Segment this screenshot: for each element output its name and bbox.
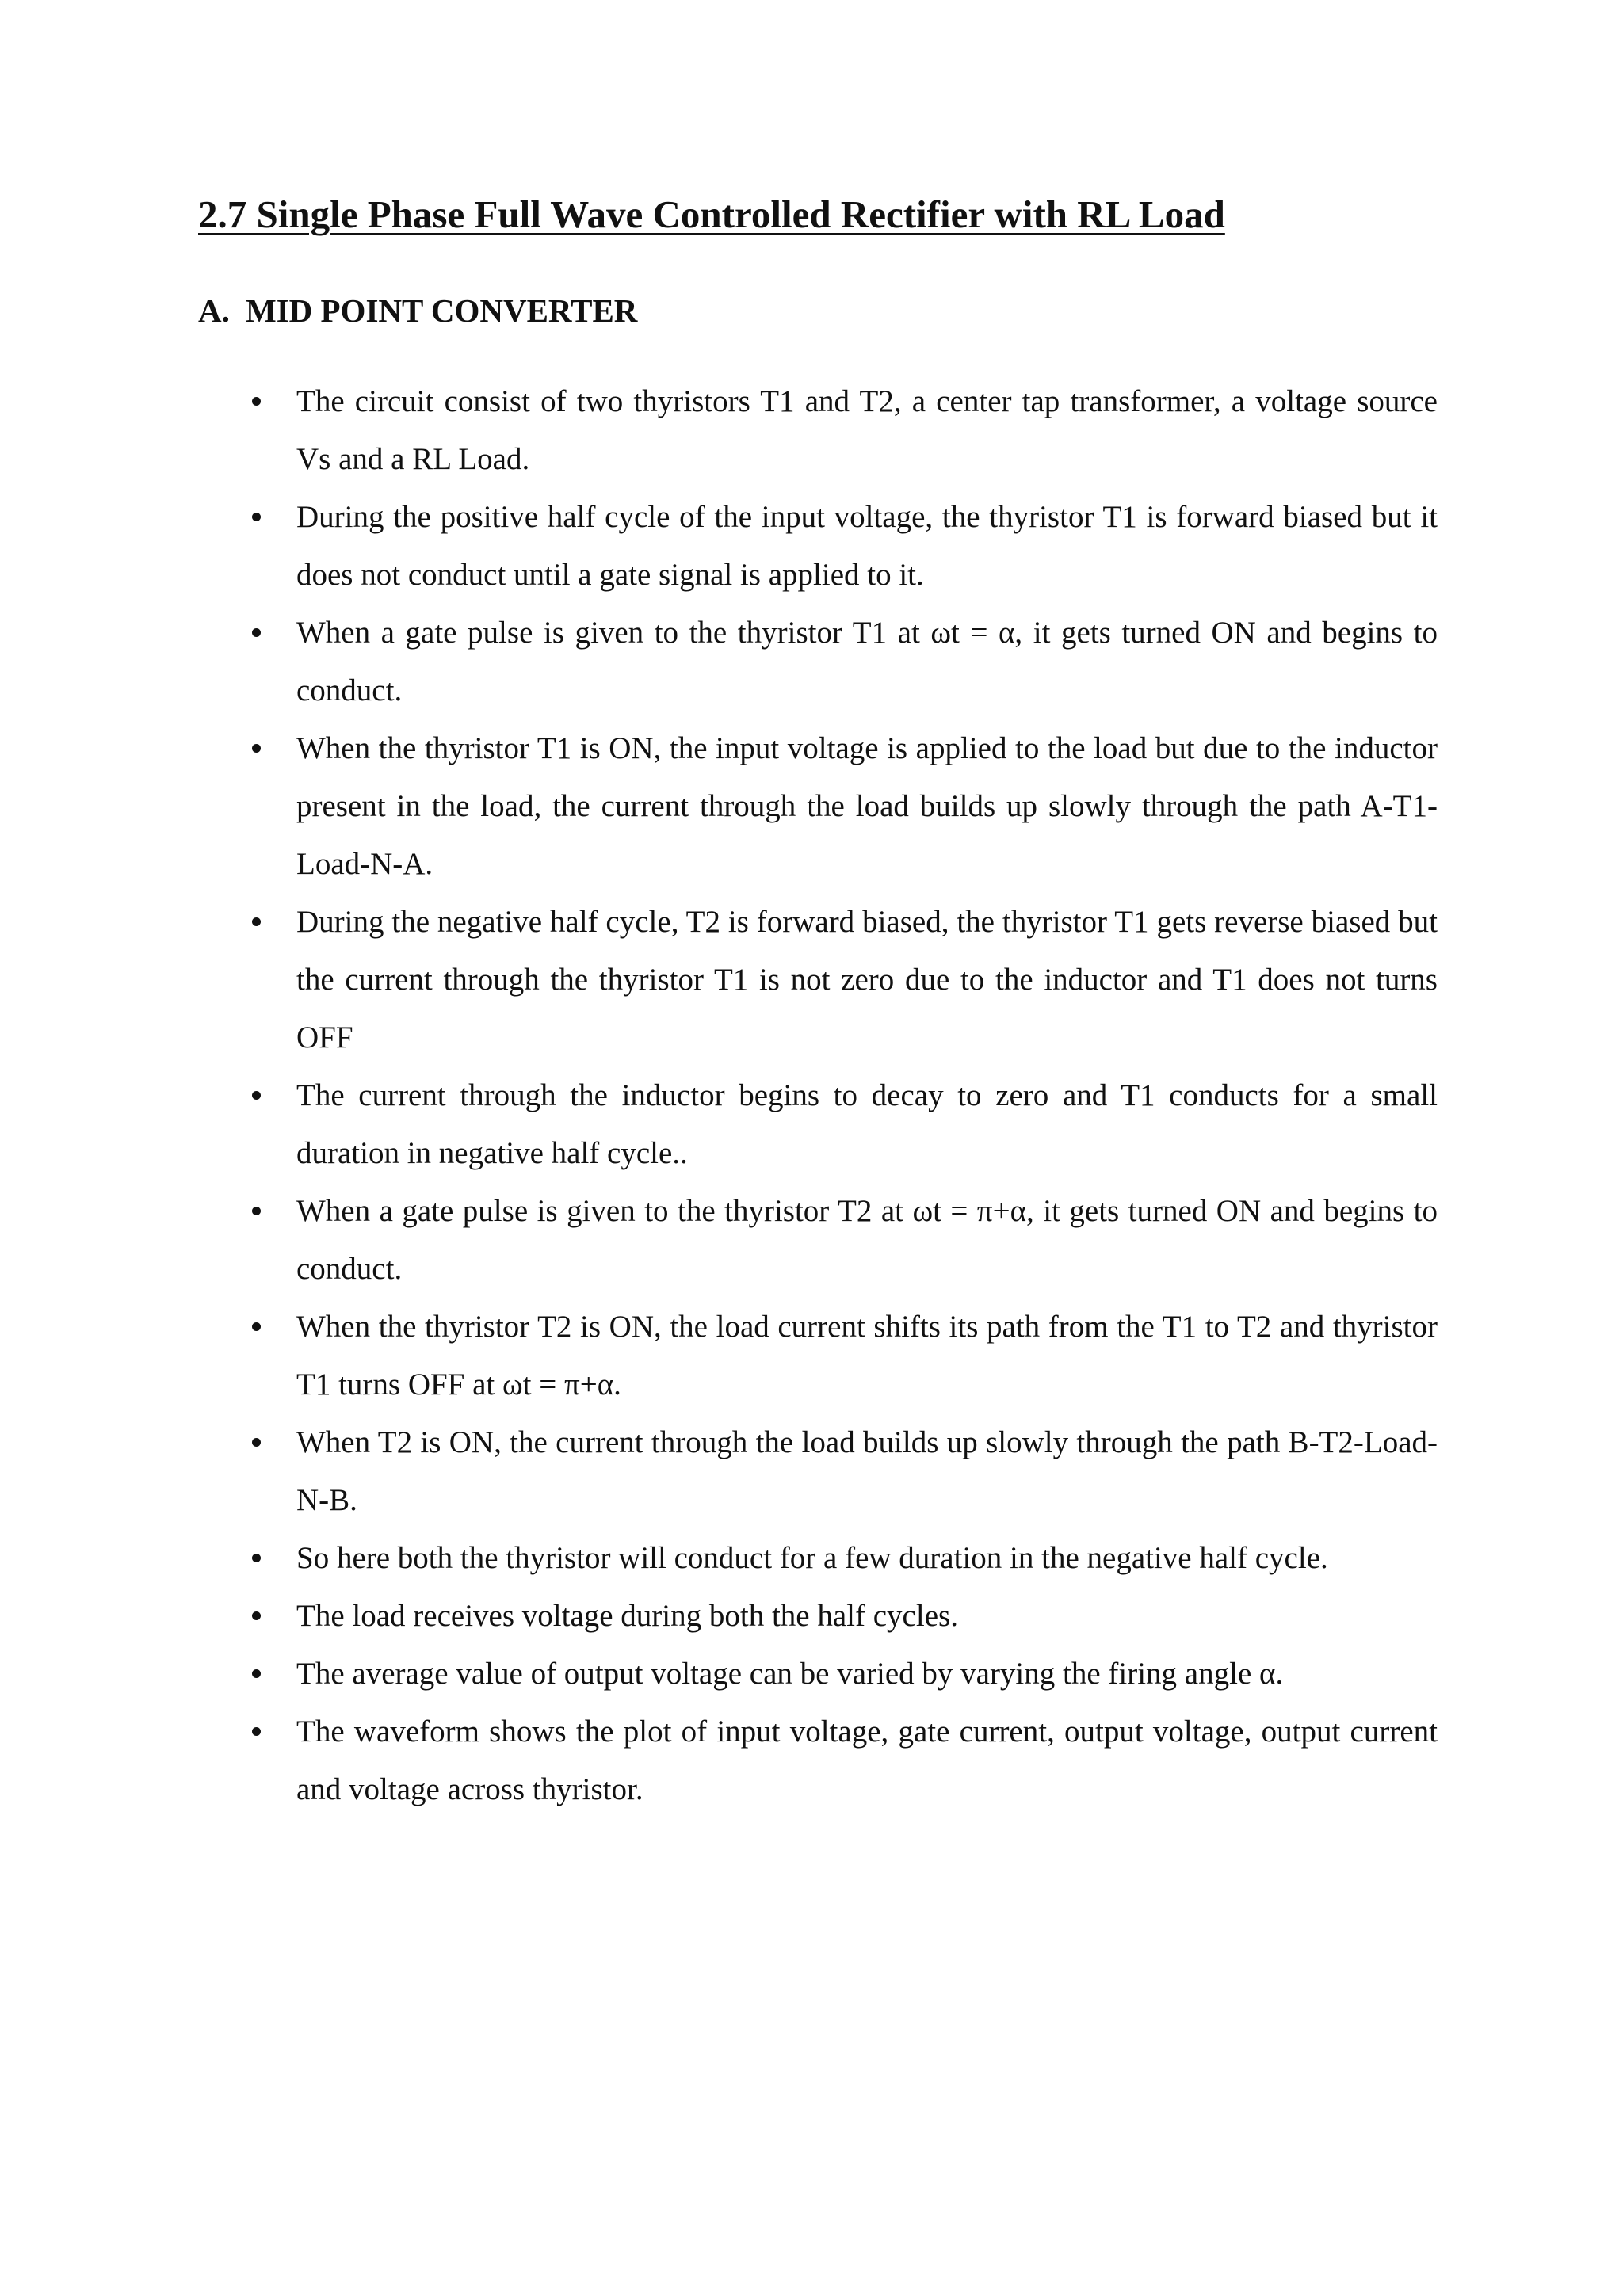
bullet-item: The current through the inductor begins to decay to zero and T1 conducts for a small duration in negative half cycle.. [296, 1066, 1438, 1182]
bullet-item: During the negative half cycle, T2 is forward biased, the thyristor T1 gets reverse biased but the current through the thyristor T1 is not zero due to the inductor and T1 does not turns OFF [296, 893, 1438, 1066]
section-marker: A. [198, 292, 230, 329]
bullet-item: The waveform shows the plot of input voltage, gate current, output voltage, output current and voltage across thyristor. [296, 1703, 1438, 1818]
bullet-item: When a gate pulse is given to the thyristor T2 at ωt = π+α, it gets turned ON and begins to conduct. [296, 1182, 1438, 1298]
section-heading-text: MID POINT CONVERTER [246, 292, 638, 329]
bullet-item: So here both the thyristor will conduct for a few duration in the negative half cycle. [296, 1529, 1438, 1587]
bullet-item: During the positive half cycle of the input voltage, the thyristor T1 is forward biased but it does not conduct until a gate signal is applied to it. [296, 488, 1438, 604]
bullet-item: When a gate pulse is given to the thyristor T1 at ωt = α, it gets turned ON and begins to conduct. [296, 604, 1438, 719]
bullet-item: When the thyristor T2 is ON, the load current shifts its path from the T1 to T2 and thyristor T1 turns OFF at ωt = π+α. [296, 1298, 1438, 1413]
bullet-item: When T2 is ON, the current through the load builds up slowly through the path B-T2-Load-N-B. [296, 1413, 1438, 1529]
bullet-item: The circuit consist of two thyristors T1 and T2, a center tap transformer, a voltage source Vs and a RL Load. [296, 372, 1438, 488]
bullet-list [296, 372, 1438, 1818]
bullet-item: When the thyristor T1 is ON, the input voltage is applied to the load but due to the inductor present in the load, the current through the load builds up slowly through the path A-T1-Load-N-A. [296, 719, 1438, 893]
bullet-item: The average value of output voltage can be varied by varying the firing angle α. [296, 1645, 1438, 1703]
page-title: 2.7 Single Phase Full Wave Controlled Rectifier with RL Load [198, 193, 1225, 236]
section-heading [198, 292, 637, 330]
bullet-item: The load receives voltage during both the half cycles. [296, 1587, 1438, 1645]
